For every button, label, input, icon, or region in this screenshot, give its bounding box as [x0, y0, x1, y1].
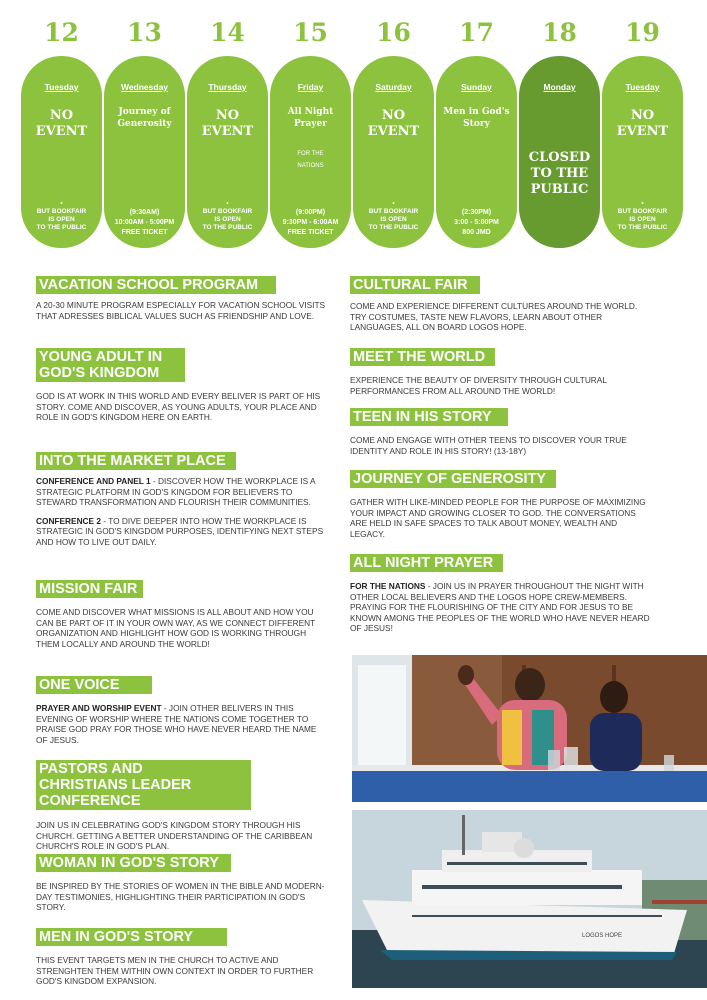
calendar-day-15	[270, 20, 351, 248]
section-teen-in-his-story	[350, 408, 650, 456]
day-card	[104, 56, 185, 248]
section-body: A 20-30 MINUTE PROGRAM ESPECIALLY FOR VACATION SCHOOL VISITS THAT ADRESSES BIBLICAL VALUES SUCH AS FRIENDSHIP AND LOVE.	[36, 300, 326, 321]
weekday: Saturday	[375, 82, 412, 92]
day-card	[21, 56, 102, 248]
section-body: PRAYER AND WORSHIP EVENT - JOIN OTHER BELIVERS IN THIS EVENING OF WORSHIP WHERE THE NATIONS COME TOGETHER TO PRAISE GOD PRAY FOR THOSE WHO HAVE NEVER HEARD THE NAME OF JESUS.	[36, 703, 317, 745]
event-note: • BUT BOOKFAIR IS OPEN TO THE PUBLIC	[202, 200, 253, 231]
section-body: COME AND ENGAGE WITH OTHER TEENS TO DISCOVER YOUR TRUE IDENTITY AND ROLE IN HIS STORY! (13-18Y)	[350, 435, 627, 456]
day-number: 13	[127, 18, 162, 47]
weekday: Friday	[297, 82, 324, 92]
event-title: NO EVENT	[367, 108, 420, 139]
event-title: NO EVENT	[616, 108, 669, 139]
section-heading: MEN IN GOD'S STORY	[36, 928, 227, 946]
day-card	[436, 56, 517, 248]
day-number: 16	[376, 18, 411, 47]
section-market-place	[36, 452, 328, 547]
ship-photo-image	[352, 810, 707, 988]
event-title: NO EVENT	[201, 108, 254, 139]
section-heading: JOURNEY OF GENEROSITY	[350, 470, 556, 488]
calendar-day-17	[436, 20, 517, 248]
section-body: GOD IS AT WORK IN THIS WORLD AND EVERY BELIVER IS PART OF HIS STORY. COME AND DISCOVER, AS YOUNG ADULTS, YOUR PLACE AND ROLE IN GOD'S KINGDOM HERE ON EARTH.	[36, 391, 321, 422]
section-heading: INTO THE MARKET PLACE	[36, 452, 236, 470]
section-mission-fair	[36, 580, 328, 649]
section-heading: MISSION FAIR	[36, 580, 143, 598]
section-heading: PASTORS AND CHRISTIANS LEADER CONFERENCE	[36, 760, 251, 810]
weekday: Thursday	[208, 82, 247, 92]
section-body: JOIN US IN CELEBRATING GOD'S KINGDOM STORY THROUGH HIS CHURCH. GETTING A BETTER UNDERSTANDING OF THE CARIBBEAN CHURCH'S ROLE IN GOD'S PLAN.	[36, 820, 313, 851]
calendar-day-19	[602, 20, 683, 248]
event-title: NO EVENT	[35, 108, 88, 139]
day-card	[187, 56, 268, 248]
section-journey-generosity	[350, 470, 650, 539]
section-body: COME AND DISCOVER WHAT MISSIONS IS ALL ABOUT AND HOW YOU CAN BE PART OF IT IN YOUR OWN WAY, AS WE CONNECT DIFFERENT ORGANIZATION AND HIGHLIGHT HOW GOD IS WORKING THROUGH THEM LOCALLY AND AROUND THE WORLD!	[36, 607, 316, 649]
day-number: 12	[44, 18, 79, 47]
ship-photo	[352, 810, 707, 988]
weekday: Tuesday	[44, 82, 79, 92]
section-heading: WOMAN IN GOD'S STORY	[36, 854, 231, 872]
calendar-day-18	[519, 20, 600, 248]
section-vacation-school	[36, 276, 328, 321]
day-card	[270, 56, 351, 248]
event-note: • BUT BOOKFAIR IS OPEN TO THE PUBLIC	[617, 200, 668, 231]
section-body: BE INSPIRED BY THE STORIES OF WOMEN IN THE BIBLE AND MODERN-DAY TESTIMONIES, HIGHLIGHTING THEIR PARTICIPATION IN GOD'S STORY.	[36, 881, 325, 912]
weekday: Tuesday	[625, 82, 660, 92]
event-time: (9:30AM) 10:00AM - 5:00PM FREE TICKET	[114, 209, 175, 236]
day-number: 14	[210, 18, 245, 47]
calendar-day-12	[21, 20, 102, 248]
section-body-2: CONFERENCE 2 - TO DIVE DEEPER INTO HOW THE WORKPLACE IS STRATEGIC IN GOD'S KINGDOM PURPOSES, IDENTIFYING NEXT STEPS AND HOW TO LIVE OUT DAILY.	[36, 515, 324, 547]
event-title: Journey of Generosity	[117, 107, 172, 129]
day-card	[602, 56, 683, 248]
section-heading: TEEN IN HIS STORY	[350, 408, 508, 426]
section-body: EXPERIENCE THE BEAUTY OF DIVERSITY THROUGH CULTURAL PERFORMANCES FROM ALL AROUND THE WORLD!	[350, 375, 607, 396]
section-pastors-conference	[36, 760, 328, 852]
weekday: Sunday	[461, 82, 492, 92]
section-one-voice	[36, 676, 328, 745]
section-cultural-fair	[350, 276, 650, 333]
ship-name-text: LOGOS HOPE	[582, 933, 623, 939]
calendar-day-13	[104, 20, 185, 248]
closed-notice: CLOSED TO THE PUBLIC	[528, 150, 591, 197]
section-heading: ONE VOICE	[36, 676, 152, 694]
weekday: Monday	[543, 82, 576, 92]
event-subtitle: FOR THE NATIONS	[297, 151, 324, 169]
day-number: 15	[293, 18, 328, 47]
section-body: COME AND EXPERIENCE DIFFERENT CULTURES AROUND THE WORLD. TRY COSTUMES, TASTE NEW FLAVORS, LEARN ABOUT OTHER LANGUAGES, ALL ON BOARD LOGOS HOPE.	[350, 301, 638, 332]
section-all-night-prayer	[350, 554, 650, 634]
section-heading: MEET THE WORLD	[350, 348, 495, 366]
calendar-day-16	[353, 20, 434, 248]
event-time: (2:30PM) 3:00 - 5:00PM 800 JMD	[454, 209, 499, 236]
section-body: THIS EVENT TARGETS MEN IN THE CHURCH TO ACTIVE AND STRENGHTEN THEM WITHIN OWN CONTEXT IN ORDER TO FURTHER GOD'S KINGDOM EXPANSION.	[36, 955, 314, 986]
weekday: Wednesday	[120, 82, 169, 92]
event-note: • BUT BOOKFAIR IS OPEN TO THE PUBLIC	[36, 200, 87, 231]
section-woman-gods-story	[36, 854, 328, 913]
event-note: • BUT BOOKFAIR IS OPEN TO THE PUBLIC	[368, 200, 419, 231]
worship-photo-image	[352, 655, 707, 802]
section-body: FOR THE NATIONS - JOIN US IN PRAYER THROUGHOUT THE NIGHT WITH OTHER LOCAL BELIEVERS AND THE LOGOS HOPE CREW-MEMBERS. PRAYING FOR THE FLOURISHING OF THE CITY AND FOR JESUS TO BE KNOWN AMONG THE PEOPLES OF THE WORLD WHO HAVE NEVER HEARD OF JESUS!	[350, 581, 650, 633]
section-body: CONFERENCE AND PANEL 1 - DISCOVER HOW THE WORKPLACE IS A STRATEGIC PLATFORM IN GOD'S KINGDOM FOR BELIEVERS TO STEWARD TRANSFORMATION AND FLOURISH THEIR COMMUNITIES.	[36, 476, 316, 507]
section-body: GATHER WITH LIKE-MINDED PEOPLE FOR THE PURPOSE OF MAXIMIZING YOUR IMPACT AND GROWING CLOSER TO GOD. THE CONVERSATIONS ARE HELD IN SAFE SPACES TO TALK ABOUT MONEY, WEALTH AND LEGACY.	[350, 497, 646, 539]
event-title: All Night Prayer	[287, 107, 334, 129]
section-heading: CULTURAL FAIR	[350, 276, 480, 294]
section-heading: YOUNG ADULT IN GOD'S KINGDOM	[36, 348, 185, 382]
worship-photo	[352, 655, 707, 802]
day-number: 18	[542, 18, 577, 47]
day-number: 17	[459, 18, 494, 47]
day-card	[519, 56, 600, 248]
event-calendar	[21, 20, 685, 248]
day-card	[353, 56, 434, 248]
section-meet-the-world	[350, 348, 650, 396]
section-heading: ALL NIGHT PRAYER	[350, 554, 503, 572]
calendar-day-14	[187, 20, 268, 248]
day-number: 19	[625, 18, 660, 47]
event-title: Men in God's Story	[443, 107, 510, 129]
section-young-adult	[36, 348, 328, 423]
event-time: (9:00PM) 9:30PM - 6:00AM FREE TICKET	[282, 209, 339, 236]
section-men-gods-story	[36, 928, 328, 987]
section-heading: VACATION SCHOOL PROGRAM	[36, 276, 276, 294]
